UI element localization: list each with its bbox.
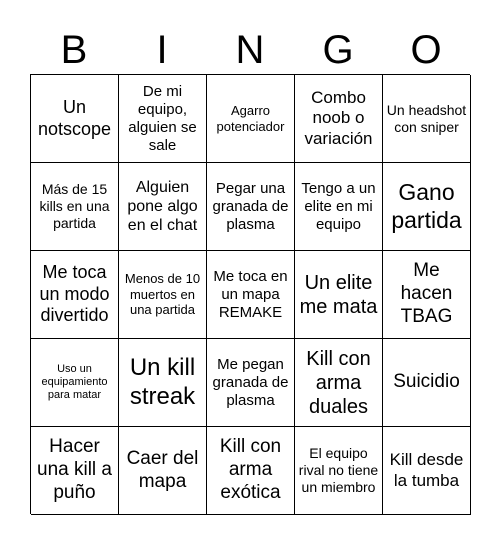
bingo-cell[interactable]: Más de 15 kills en una partida [31, 163, 119, 251]
bingo-grid [30, 74, 470, 514]
bingo-header [30, 28, 470, 72]
bingo-cell[interactable]: Suicidio [383, 339, 471, 427]
header-letter-o: O [410, 28, 442, 72]
header-letter-n: N [235, 28, 265, 72]
bingo-cell[interactable]: Caer del mapa [119, 427, 207, 515]
bingo-cell[interactable]: Kill con arma duales [295, 339, 383, 427]
bingo-cell[interactable]: Me hacen TBAG [383, 251, 471, 339]
bingo-cell[interactable]: Kill con arma exótica [207, 427, 295, 515]
header-letter-b: B [60, 28, 88, 72]
bingo-cell[interactable]: El equipo rival no tiene un miembro [295, 427, 383, 515]
bingo-cell[interactable]: Me pegan granada de plasma [207, 339, 295, 427]
bingo-cell[interactable]: Un elite me mata [295, 251, 383, 339]
bingo-cell[interactable]: Un kill streak [119, 339, 207, 427]
bingo-cell[interactable]: Me toca un modo divertido [31, 251, 119, 339]
bingo-cell[interactable]: Alguien pone algo en el chat [119, 163, 207, 251]
bingo-cell[interactable]: Uso un equipamiento para matar [31, 339, 119, 427]
bingo-cell[interactable]: Menos de 10 muertos en una partida [119, 251, 207, 339]
header-letter-i: I [156, 28, 168, 72]
bingo-cell[interactable]: Hacer una kill a puño [31, 427, 119, 515]
bingo-cell[interactable]: Me toca en un mapa REMAKE [207, 251, 295, 339]
bingo-cell[interactable]: Tengo a un elite en mi equipo [295, 163, 383, 251]
bingo-cell[interactable]: Un notscope [31, 75, 119, 163]
bingo-cell[interactable]: Combo noob o variación [295, 75, 383, 163]
bingo-cell[interactable]: Un headshot con sniper [383, 75, 471, 163]
header-letter-g: G [322, 28, 354, 72]
bingo-cell[interactable]: Gano partida [383, 163, 471, 251]
bingo-cell[interactable]: Pegar una granada de plasma [207, 163, 295, 251]
bingo-cell[interactable]: De mi equipo, alguien se sale [119, 75, 207, 163]
bingo-cell[interactable]: Agarro potenciador [207, 75, 295, 163]
bingo-cell[interactable]: Kill desde la tumba [383, 427, 471, 515]
